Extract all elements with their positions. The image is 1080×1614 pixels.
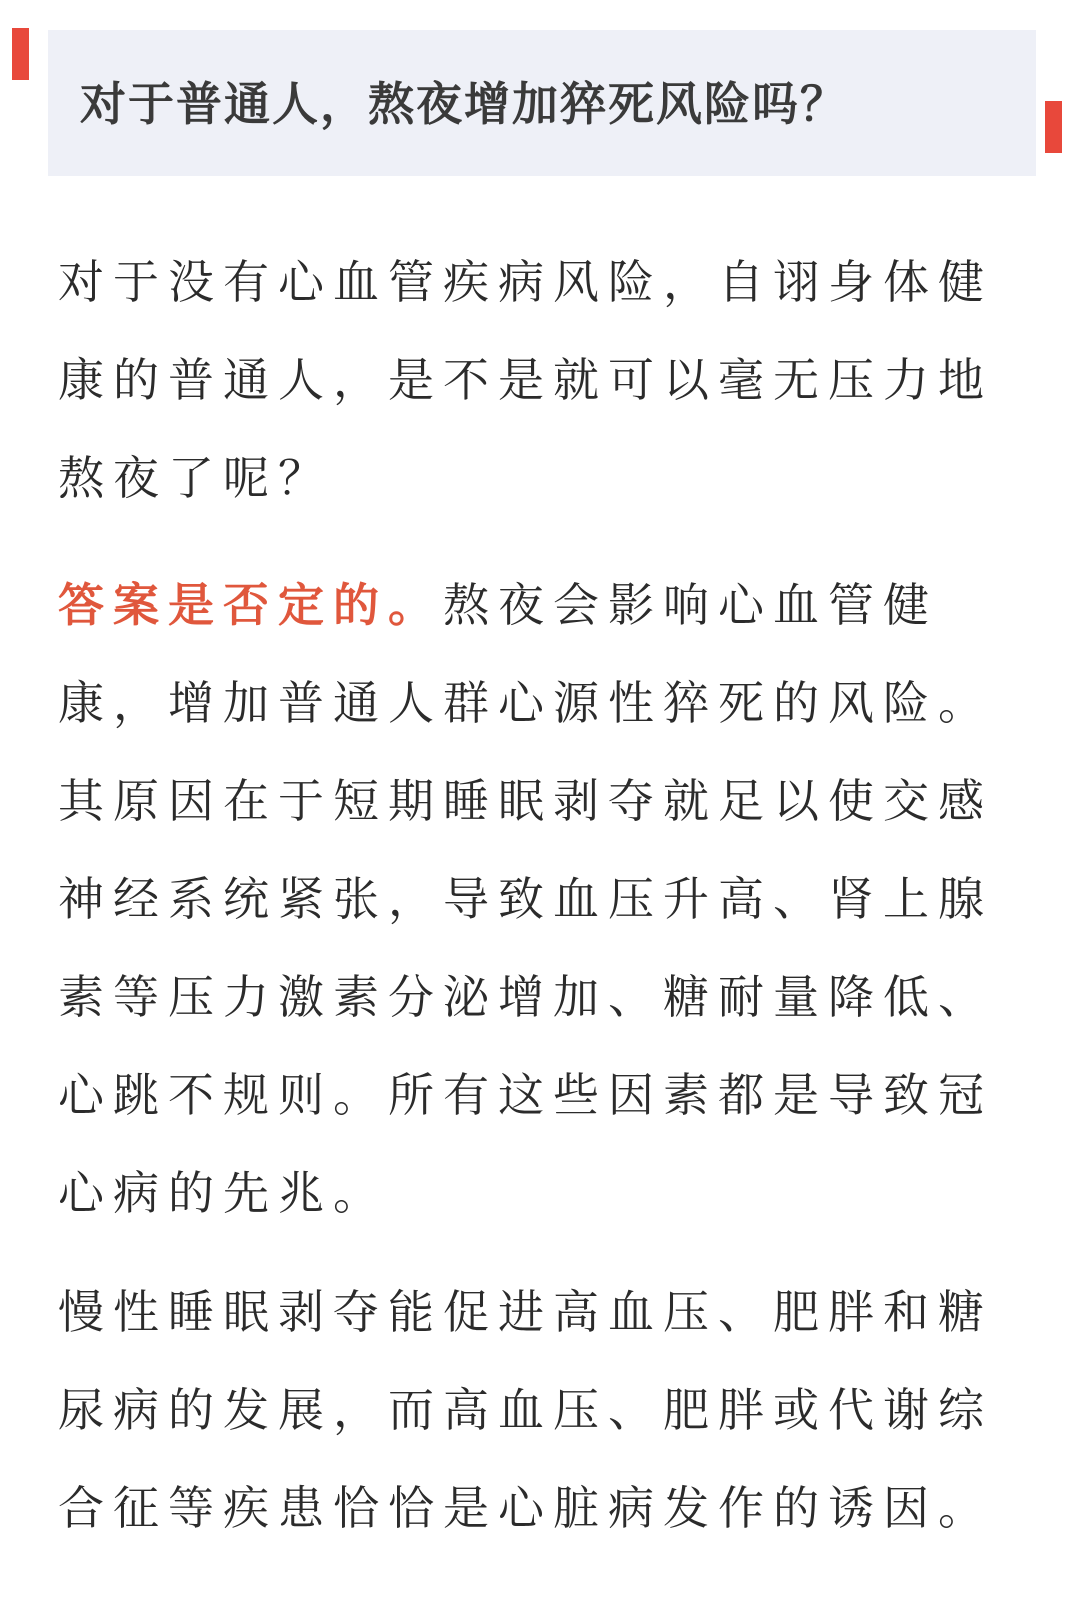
paragraph-line: 合征等疾患恰恰是心脏病发作的诱因。 bbox=[58, 1481, 993, 1535]
paragraph-line: 心跳不规则。所有这些因素都是导致冠 bbox=[58, 1068, 993, 1122]
paragraph-answer bbox=[58, 556, 1018, 1242]
paragraph-intro bbox=[58, 233, 1018, 527]
paragraph-line: 熬夜了呢？ bbox=[58, 451, 333, 505]
paragraph-line: 其原因在于短期睡眠剥夺就足以使交感 bbox=[58, 774, 993, 828]
paragraph-chronic bbox=[58, 1263, 1018, 1557]
paragraph-line: 素等压力激素分泌增加、糖耐量降低、 bbox=[58, 970, 993, 1024]
paragraph-line: 尿病的发展，而高血压、肥胖或代谢综 bbox=[58, 1383, 993, 1437]
paragraph-line: 神经系统紧张，导致血压升高、肾上腺 bbox=[58, 872, 993, 926]
accent-bar-left bbox=[12, 28, 29, 80]
paragraph-line: 康的普通人，是不是就可以毫无压力地 bbox=[58, 353, 993, 407]
paragraph-line-first bbox=[58, 556, 1018, 654]
paragraph-line: 康，增加普通人群心源性猝死的风险。 bbox=[58, 676, 993, 730]
answer-highlight: 答案是否定的。 bbox=[58, 578, 443, 632]
accent-bar-right bbox=[1045, 101, 1062, 153]
paragraph-line: 对于没有心血管疾病风险，自诩身体健 bbox=[58, 255, 993, 309]
section-heading: 对于普通人，熬夜增加猝死风险吗？ bbox=[80, 77, 848, 131]
paragraph-line-rest: 熬夜会影响心血管健 bbox=[443, 578, 938, 632]
paragraph-line: 慢性睡眠剥夺能促进高血压、肥胖和糖 bbox=[58, 1285, 993, 1339]
paragraph-line: 心病的先兆。 bbox=[58, 1166, 388, 1220]
